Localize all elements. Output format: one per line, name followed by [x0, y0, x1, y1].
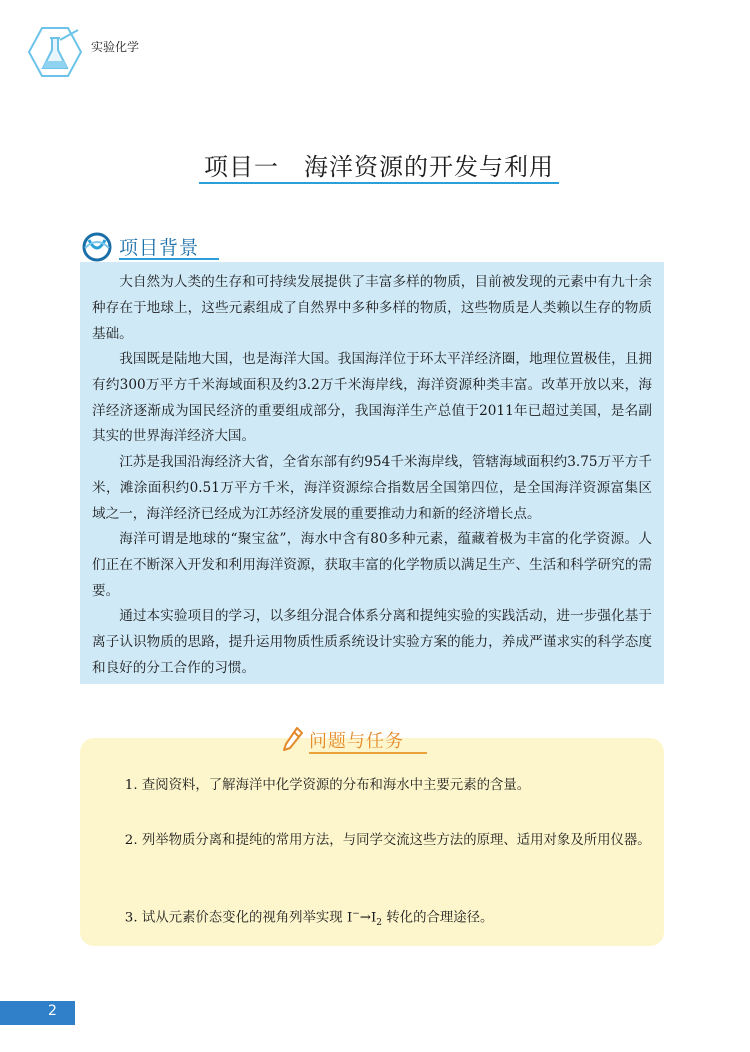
- pencil-icon: [282, 726, 304, 752]
- tasks-title-group: [282, 724, 430, 756]
- task-3-superscript: −: [352, 909, 360, 919]
- task-3-suffix: 转化的合理途径。: [382, 910, 494, 926]
- flask-hexagon-icon: [28, 26, 84, 78]
- title-underline: [199, 182, 559, 184]
- page-number-box: [0, 1001, 75, 1025]
- background-paragraph-1: 大自然为人类的生存和可持续发展提供了丰富多样的物质，目前被发现的元素中有九十余种存在于地球上，这些元素组成了自然界中多种多样的物质，这些物质是人类赖以生存的物质基础。: [92, 274, 652, 342]
- section-title-tasks: 问题与任务: [309, 731, 404, 752]
- tasks-title-underline: [309, 752, 427, 754]
- task-item-1: 1. 查阅资料，了解海洋中化学资源的分布和海水中主要元素的含量。: [124, 778, 531, 793]
- page-header: [28, 26, 228, 76]
- background-panel: [80, 262, 664, 684]
- header-title: 实验化学: [91, 40, 140, 54]
- task-3-subscript: 2: [376, 918, 383, 929]
- swirl-logo-icon: [80, 232, 114, 262]
- task-3-arrow: →I: [359, 910, 377, 926]
- project-title: 项目一 海洋资源的开发与利用: [204, 153, 554, 181]
- task-item-2: 2. 列举物质分离和提纯的常用方法，与同学交流这些方法的原理、适用对象及所用仪器。: [124, 833, 651, 848]
- page-number: 2: [48, 1003, 57, 1019]
- task-item-3: [98, 901, 654, 936]
- background-paragraph-5: 通过本实验项目的学习，以多组分混合体系分离和提纯实验的实践活动，进一步强化基于离子认识物质的思路，提升运用物质性质系统设计实验方案的能力，养成严谨求实的科学态度和良好的分工合作的习惯。: [92, 608, 652, 676]
- section-title-underline: [119, 258, 219, 260]
- background-paragraph-4: 海洋可谓是地球的“聚宝盆”，海水中含有80多种元素，蕴藏着极为丰富的化学资源。人们正在不断深入开发和利用海洋资源，获取丰富的化学物质以满足生产、生活和科学研究的需要。: [92, 531, 652, 599]
- background-paragraph-2: 我国既是陆地大国，也是海洋大国。我国海洋位于环太平洋经济圈，地理位置极佳，且拥有约300万平方千米海域面积及约3.2万千米海岸线，海洋资源种类丰富。改革开放以来，海洋经济逐渐成为国民经济的重要组成部分，我国海洋生产总值于2011年已超过美国，是名副其实的世界海洋经济大国。: [92, 351, 652, 445]
- background-paragraph-3: 江苏是我国沿海经济大省，全省东部有约954千米海岸线，管辖海域面积约3.75万平方千米，滩涂面积约0.51万平方千米，海洋资源综合指数居全国第四位，是全国海洋资源富集区域之一，海洋经济已经成为江苏经济发展的重要推动力和新的经济增长点。: [92, 454, 652, 522]
- task-3-prefix: 3. 试从元素价态变化的视角列举实现 I: [124, 910, 353, 926]
- section-title-background: 项目背景: [119, 237, 200, 259]
